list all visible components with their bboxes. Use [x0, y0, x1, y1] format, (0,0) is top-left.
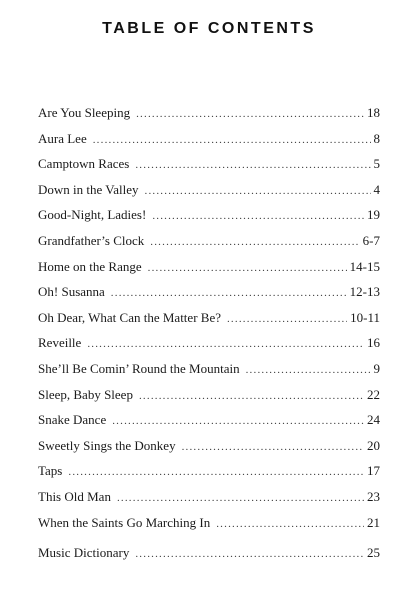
toc-entry[interactable]	[38, 330, 380, 356]
entry-title: Down in the Valley	[38, 181, 139, 197]
entry-title: Are You Sleeping	[38, 105, 131, 120]
dot-leader	[139, 384, 364, 410]
dot-leader	[93, 128, 371, 154]
toc-entry[interactable]	[38, 126, 380, 152]
toc-entry[interactable]	[38, 382, 380, 408]
entry-page: 21	[367, 514, 380, 530]
entry-title: Sweetly Sings the Donkey	[38, 437, 176, 453]
dot-leader	[87, 332, 364, 358]
entry-title: She’ll Be Comin’ Round the Mountain	[38, 360, 240, 376]
toc-entry[interactable]	[38, 151, 380, 177]
toc-entry[interactable]	[38, 228, 380, 254]
entry-page: 17	[367, 463, 380, 479]
dot-leader	[135, 153, 370, 179]
entry-title: Home on the Range	[38, 258, 142, 274]
dot-leader	[112, 409, 364, 435]
page-title: TABLE OF CONTENTS	[102, 20, 316, 37]
entry-page: 5	[373, 156, 380, 172]
toc-entry[interactable]	[38, 484, 380, 510]
toc-entry[interactable]	[38, 279, 380, 305]
toc-entry[interactable]	[38, 433, 380, 459]
dot-leader	[152, 204, 364, 230]
toc-entry[interactable]	[38, 510, 380, 536]
dot-leader	[135, 542, 364, 568]
entry-title: Oh Dear, What Can the Matter Be?	[38, 309, 221, 325]
dot-leader	[216, 512, 364, 538]
dot-leader	[150, 230, 359, 256]
toc-list	[38, 100, 380, 535]
toc-entry[interactable]	[38, 407, 380, 433]
entry-page: 10-11	[350, 309, 380, 325]
entry-page: 14-15	[349, 258, 380, 274]
entry-title: Music Dictionary	[38, 545, 130, 560]
entry-page: 19	[367, 207, 380, 223]
entry-page: 8	[373, 130, 380, 146]
entry-title: Oh! Susanna	[38, 284, 105, 300]
entry-title: Sleep, Baby Sleep	[38, 386, 133, 402]
entry-page: 23	[367, 488, 380, 504]
entry-title: Aura Lee	[38, 130, 87, 146]
dot-leader	[68, 460, 364, 486]
entry-title: Good-Night, Ladies!	[38, 207, 147, 223]
toc-entry[interactable]	[38, 202, 380, 228]
entry-title: Snake Dance	[38, 412, 107, 428]
dot-leader	[117, 486, 364, 512]
entry-title: This Old Man	[38, 488, 111, 504]
entry-title: When the Saints Go Marching In	[38, 514, 211, 530]
entry-page: 4	[373, 181, 380, 197]
toc-entry-music-dictionary[interactable]	[38, 540, 380, 566]
toc-entry[interactable]	[38, 177, 380, 203]
dot-leader	[246, 358, 371, 384]
entry-page: 9	[373, 360, 380, 376]
dot-leader	[145, 179, 371, 205]
toc-entry[interactable]	[38, 254, 380, 280]
toc-entry[interactable]	[38, 100, 380, 126]
dot-leader	[182, 435, 364, 461]
toc-entry[interactable]	[38, 305, 380, 331]
dot-leader	[111, 281, 347, 307]
entry-page: 12-13	[349, 284, 380, 300]
entry-title: Taps	[38, 463, 63, 479]
appendix-section	[38, 540, 380, 566]
toc-entry[interactable]	[38, 458, 380, 484]
entry-page: 24	[367, 412, 380, 428]
entry-page: 22	[367, 386, 380, 402]
entry-page: 20	[367, 437, 380, 453]
entry-title: Reveille	[38, 335, 82, 351]
entry-page: 6-7	[362, 232, 380, 248]
toc-entry[interactable]	[38, 356, 380, 382]
dot-leader	[136, 102, 364, 128]
entry-page: 25	[367, 545, 380, 560]
dot-leader	[227, 307, 347, 333]
entry-page: 18	[367, 105, 380, 120]
entry-title: Camptown Races	[38, 156, 130, 172]
entry-title: Grandfather’s Clock	[38, 232, 145, 248]
entry-page: 16	[367, 335, 380, 351]
dot-leader	[148, 256, 347, 282]
